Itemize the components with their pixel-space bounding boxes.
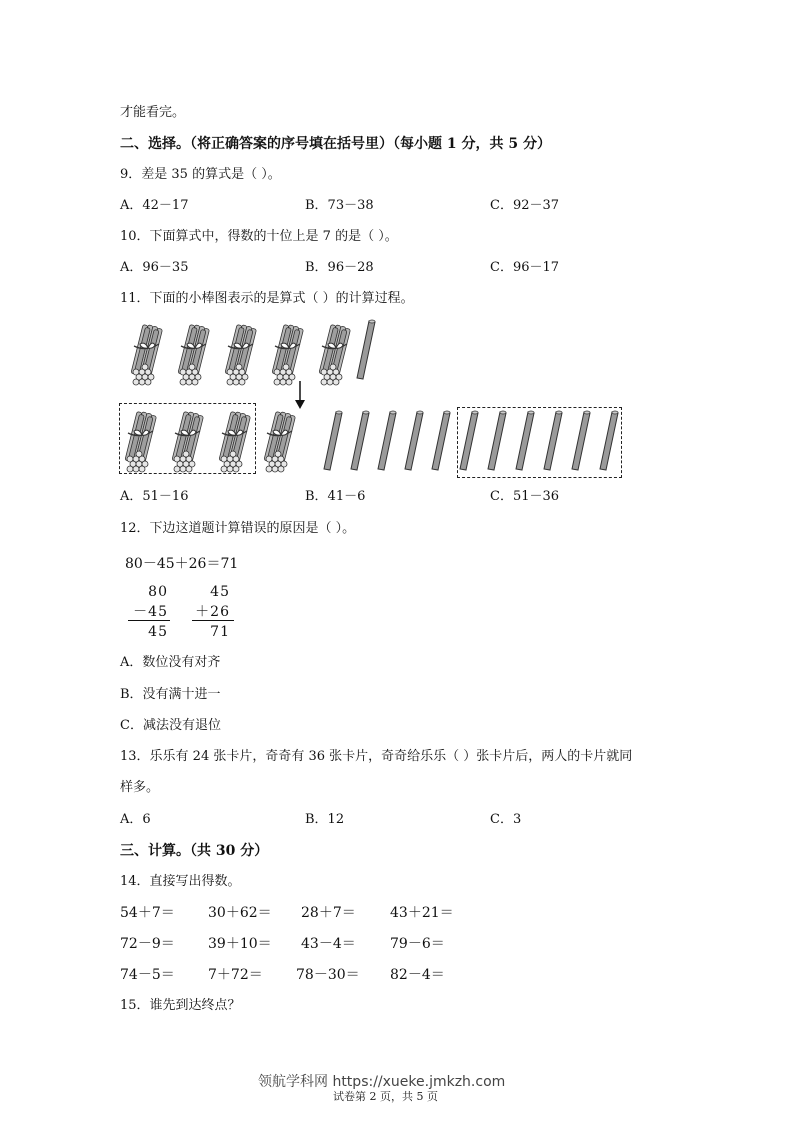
q9-option-b[interactable]: B．73－38: [305, 198, 374, 213]
q12-right-top: 45: [210, 584, 230, 600]
calc-item: 28＋7＝: [301, 905, 356, 921]
top-row-bundles: [131, 320, 375, 385]
calc-item: 43－4＝: [301, 936, 356, 952]
q10-option-c[interactable]: C．96－17: [490, 260, 560, 275]
calc-item: 30＋62＝: [208, 905, 272, 921]
q12-right-operand: ＋26: [195, 604, 230, 620]
q12-right-rule: [192, 620, 234, 621]
calc-item: 74－5＝: [120, 967, 175, 983]
q13-option-a[interactable]: A．6: [120, 812, 151, 827]
question-13-line1: 13．乐乐有 24 张卡片，奇奇有 36 张卡片，奇奇给乐乐（ ）张卡片后，两人的卡片就同: [120, 749, 633, 764]
question-12: 12．下边这道题计算错误的原因是（ ）。: [120, 521, 356, 536]
q11-option-b[interactable]: B．41－6: [305, 489, 366, 504]
q9-option-c[interactable]: C．92－37: [490, 198, 560, 213]
q12-left-top: 80: [148, 584, 168, 600]
calc-item: 54＋7＝: [120, 905, 175, 921]
q12-left-result: 45: [148, 624, 168, 640]
q13-option-b[interactable]: B．12: [305, 812, 345, 827]
question-10: 10．下面算式中，得数的十位上是 7 的是（ ）。: [120, 229, 398, 244]
q12-option-a[interactable]: A．数位没有对齐: [120, 655, 221, 670]
dashed-group-sticks: [457, 407, 622, 478]
q12-option-c[interactable]: C．减法没有退位: [120, 718, 221, 733]
calc-item: 43＋21＝: [390, 905, 454, 921]
question-9: 9．差是 35 的算式是（ ）。: [120, 167, 281, 182]
question-15: 15．谁先到达终点？: [120, 998, 241, 1013]
section-2-heading: 二、选择。（将正确答案的序号填在括号里）（每小题 1 分，共 5 分）: [120, 136, 551, 152]
question-13-line2: 样多。: [120, 780, 160, 795]
q12-option-b[interactable]: B．没有满十进一: [120, 687, 221, 702]
calc-item: 7＋72＝: [208, 967, 263, 983]
q12-left-rule: [128, 620, 170, 621]
calc-item: 79－6＝: [390, 936, 445, 952]
q11-option-a[interactable]: A．51－16: [120, 489, 189, 504]
question-11: 11．下面的小棒图表示的是算式（ ）的计算过程。: [120, 291, 414, 306]
q12-right-result: 71: [210, 624, 230, 640]
q12-equation: 80－45＋26＝71: [125, 556, 239, 572]
calc-item: 72－9＝: [120, 936, 175, 952]
q9-option-a[interactable]: A．42－17: [120, 198, 189, 213]
lead-text: 才能看完。: [120, 105, 186, 120]
q10-option-a[interactable]: A．96－35: [120, 260, 189, 275]
question-14: 14．直接写出得数。: [120, 874, 241, 889]
q13-option-c[interactable]: C．3: [490, 812, 522, 827]
dashed-group-bundles: [119, 403, 256, 474]
watermark-link[interactable]: 领航学科网 https://xueke.jmkzh.com: [258, 1074, 506, 1090]
calc-item: 39＋10＝: [208, 936, 272, 952]
section-3-heading: 三、计算。（共 30 分）: [120, 843, 269, 859]
q10-option-b[interactable]: B．96－28: [305, 260, 374, 275]
calc-item: 78－30＝: [296, 967, 360, 983]
down-arrow-icon: [295, 381, 305, 409]
calc-item: 82－4＝: [390, 967, 445, 983]
q12-left-operand: －45: [133, 604, 168, 620]
page-info: 试卷第 2 页，共 5 页: [333, 1090, 438, 1103]
q11-option-c[interactable]: C．51－36: [490, 489, 560, 504]
